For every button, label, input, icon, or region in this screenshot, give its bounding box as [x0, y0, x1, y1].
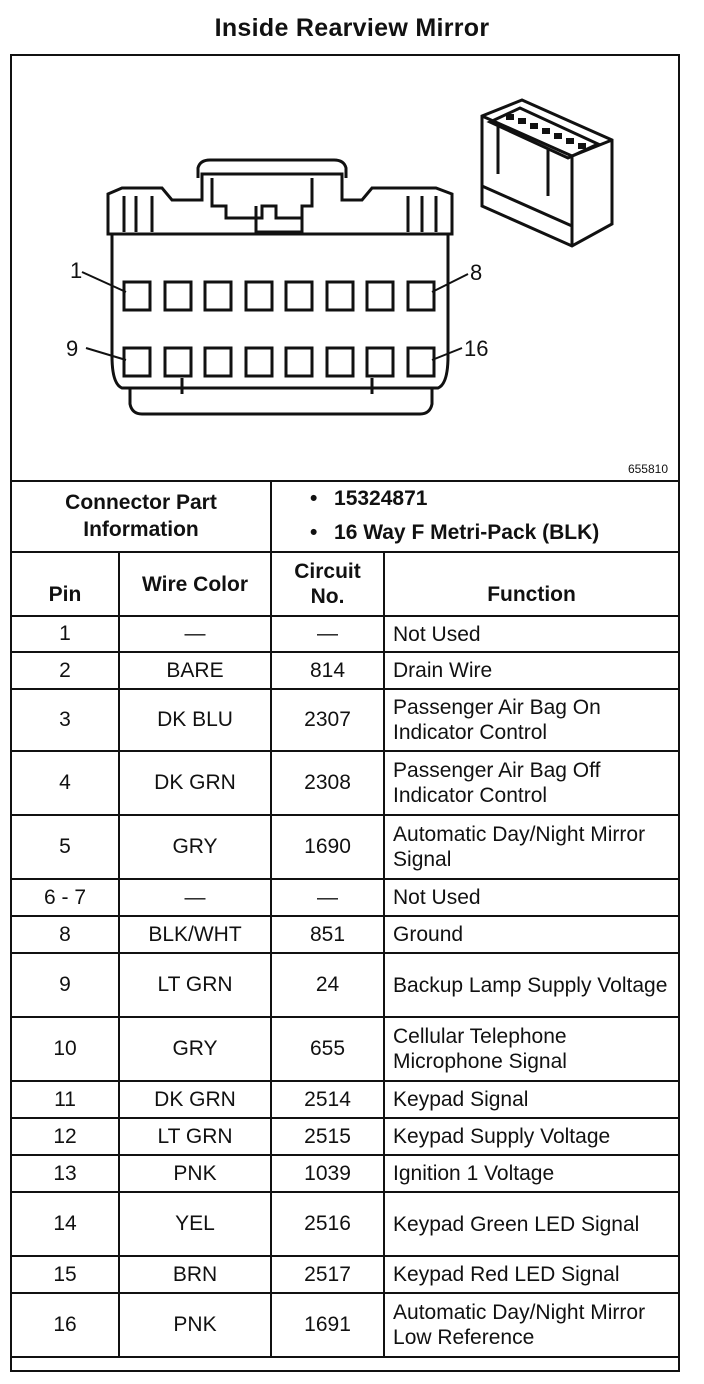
pin-1-label: 1 — [70, 258, 83, 283]
function-cell: Ground — [384, 916, 678, 953]
function-cell: Ignition 1 Voltage — [384, 1155, 678, 1192]
function-cell: Passenger Air Bag On Indicator Control — [384, 689, 678, 751]
function-cell: Automatic Day/Night Mirror Signal — [384, 815, 678, 879]
pin-cell: 1 — [12, 616, 119, 652]
function-cell: Passenger Air Bag Off Indicator Control — [384, 751, 678, 815]
wire-color-cell: GRY — [119, 815, 271, 879]
function-cell: Keypad Green LED Signal — [384, 1192, 678, 1256]
circuit-header: Circuit No. — [271, 552, 384, 616]
table-row — [12, 1118, 678, 1155]
wire-color-cell: PNK — [119, 1155, 271, 1192]
function-cell: Backup Lamp Supply Voltage — [384, 953, 678, 1017]
pin-cell: 9 — [12, 953, 119, 1017]
table-row — [12, 1192, 678, 1256]
circuit-cell: 2515 — [271, 1118, 384, 1155]
pinout-table — [12, 480, 678, 1358]
table-row — [12, 751, 678, 815]
wire-color-cell: LT GRN — [119, 953, 271, 1017]
circuit-cell: 2517 — [271, 1256, 384, 1293]
wire-color-cell: DK GRN — [119, 1081, 271, 1118]
table-row — [12, 689, 678, 751]
connector-info-label: Connector Part Information — [12, 480, 271, 552]
function-cell: Keypad Red LED Signal — [384, 1256, 678, 1293]
function-cell: Not Used — [384, 616, 678, 652]
circuit-cell: — — [271, 879, 384, 916]
wire-color-cell: GRY — [119, 1017, 271, 1081]
table-row — [12, 652, 678, 689]
page-title: Inside Rearview Mirror — [214, 14, 490, 42]
circuit-cell: 851 — [271, 916, 384, 953]
function-cell: Not Used — [384, 879, 678, 916]
function-header: Function — [384, 552, 678, 616]
table-row — [12, 879, 678, 916]
circuit-cell: 2514 — [271, 1081, 384, 1118]
pin-cell: 6 - 7 — [12, 879, 119, 916]
connector-part-number: • 15324871 — [310, 486, 428, 510]
table-row — [12, 815, 678, 879]
wire-color-header: Wire Color — [119, 552, 271, 616]
pin-cell: 15 — [12, 1256, 119, 1293]
pin-cell: 3 — [12, 689, 119, 751]
function-cell: Automatic Day/Night Mirror Low Reference — [384, 1293, 678, 1357]
pin-cell: 5 — [12, 815, 119, 879]
circuit-cell: 2307 — [271, 689, 384, 751]
pin-16-label: 16 — [464, 336, 489, 361]
circuit-cell: 1691 — [271, 1293, 384, 1357]
wire-color-cell: — — [119, 616, 271, 652]
table-row — [12, 1081, 678, 1118]
wire-color-cell: BRN — [119, 1256, 271, 1293]
connector-face-illustration — [12, 56, 678, 480]
function-cell: Keypad Signal — [384, 1081, 678, 1118]
pin-cell: 11 — [12, 1081, 119, 1118]
function-cell: Cellular Telephone Microphone Signal — [384, 1017, 678, 1081]
wire-color-cell: — — [119, 879, 271, 916]
circuit-cell: 2516 — [271, 1192, 384, 1256]
wire-color-cell: BARE — [119, 652, 271, 689]
circuit-cell: 2308 — [271, 751, 384, 815]
connector-info-row — [12, 480, 678, 552]
function-cell: Keypad Supply Voltage — [384, 1118, 678, 1155]
document-frame — [10, 54, 680, 1372]
pinout-rows — [12, 616, 678, 1357]
pin-cell: 4 — [12, 751, 119, 815]
circuit-cell: 655 — [271, 1017, 384, 1081]
circuit-cell: 1039 — [271, 1155, 384, 1192]
circuit-cell: 1690 — [271, 815, 384, 879]
wire-color-cell: DK GRN — [119, 751, 271, 815]
wire-color-cell: LT GRN — [119, 1118, 271, 1155]
pin-cell: 8 — [12, 916, 119, 953]
table-row — [12, 1293, 678, 1357]
wire-color-cell: YEL — [119, 1192, 271, 1256]
circuit-cell: 24 — [271, 953, 384, 1017]
circuit-cell: — — [271, 616, 384, 652]
pin-cell: 10 — [12, 1017, 119, 1081]
pin-8-label: 8 — [470, 260, 483, 285]
table-row — [12, 916, 678, 953]
figure-number: 655810 — [627, 462, 668, 476]
function-cell: Drain Wire — [384, 652, 678, 689]
table-header-row — [12, 552, 678, 616]
pin-cell: 16 — [12, 1293, 119, 1357]
connector-type: • 16 Way F Metri-Pack (BLK) — [310, 520, 600, 544]
table-row — [12, 616, 678, 652]
table-row — [12, 1256, 678, 1293]
circuit-cell: 814 — [271, 652, 384, 689]
connector-info-items — [271, 480, 678, 552]
pin-9-label: 9 — [66, 336, 79, 361]
table-row — [12, 953, 678, 1017]
connector-diagram — [12, 56, 678, 482]
pin-cell: 14 — [12, 1192, 119, 1256]
table-row — [12, 1155, 678, 1192]
pin-cell: 2 — [12, 652, 119, 689]
wire-color-cell: PNK — [119, 1293, 271, 1357]
pin-cell: 12 — [12, 1118, 119, 1155]
table-row — [12, 1017, 678, 1081]
pin-header: Pin — [12, 552, 119, 616]
pin-cell: 13 — [12, 1155, 119, 1192]
wire-color-cell: DK BLU — [119, 689, 271, 751]
wire-color-cell: BLK/WHT — [119, 916, 271, 953]
